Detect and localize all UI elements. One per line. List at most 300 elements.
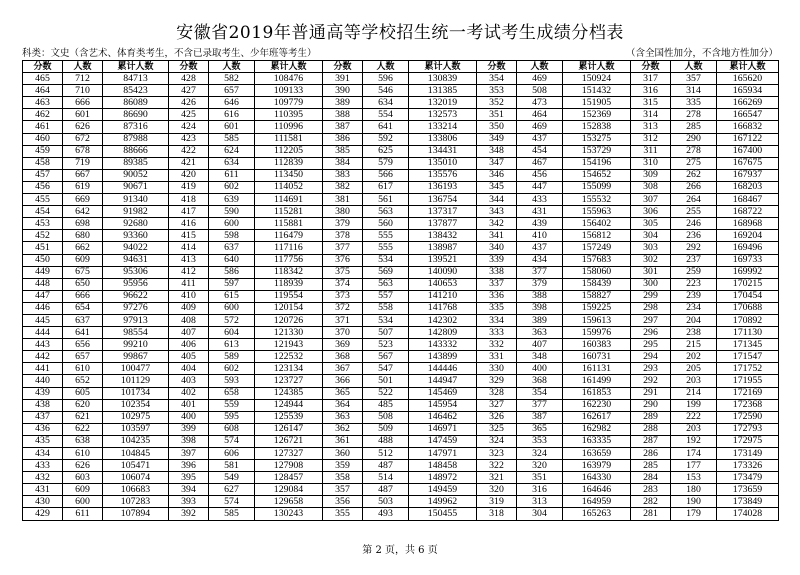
score-table: [22, 60, 779, 521]
table-cell: 99867: [103, 351, 169, 363]
table-cell: 354: [517, 387, 563, 399]
column-header: 分数: [23, 61, 63, 73]
table-cell: 143899: [409, 351, 477, 363]
table-cell: 147459: [409, 435, 477, 447]
table-row: [23, 133, 779, 145]
table-cell: 420: [169, 169, 209, 181]
table-cell: 150455: [409, 508, 477, 520]
table-cell: 296: [631, 327, 671, 339]
table-cell: 650: [63, 278, 103, 290]
table-cell: 447: [517, 181, 563, 193]
table-cell: 320: [477, 484, 517, 496]
table-cell: 424: [169, 121, 209, 133]
table-body: [23, 73, 779, 520]
table-cell: 561: [363, 194, 409, 206]
table-cell: 459: [23, 145, 63, 157]
table-cell: 654: [63, 302, 103, 314]
table-cell: 89385: [103, 157, 169, 169]
table-cell: 295: [631, 339, 671, 351]
table-cell: 87988: [103, 133, 169, 145]
table-cell: 142302: [409, 314, 477, 326]
table-cell: 170892: [717, 314, 779, 326]
table-cell: 440: [23, 375, 63, 387]
table-cell: 400: [169, 411, 209, 423]
table-cell: 439: [23, 387, 63, 399]
table-cell: 307: [631, 194, 671, 206]
table-cell: 397: [169, 448, 209, 460]
table-cell: 303: [631, 242, 671, 254]
table-cell: 114691: [255, 194, 323, 206]
table-cell: 621: [63, 411, 103, 423]
table-cell: 281: [631, 508, 671, 520]
table-cell: 294: [631, 351, 671, 363]
table-cell: 559: [209, 399, 255, 411]
table-cell: 97913: [103, 314, 169, 326]
table-cell: 264: [671, 194, 717, 206]
table-cell: 563: [363, 206, 409, 218]
table-cell: 203: [671, 423, 717, 435]
table-cell: 145469: [409, 387, 477, 399]
table-cell: 171547: [717, 351, 779, 363]
table-cell: 453: [23, 218, 63, 230]
table-cell: 574: [209, 496, 255, 508]
table-cell: 157249: [563, 242, 631, 254]
table-cell: 398: [169, 435, 209, 447]
table-cell: 155099: [563, 181, 631, 193]
table-cell: 306: [631, 206, 671, 218]
table-cell: 604: [209, 327, 255, 339]
table-cell: 461: [23, 121, 63, 133]
table-cell: 368: [323, 351, 363, 363]
table-cell: 137877: [409, 218, 477, 230]
table-row: [23, 169, 779, 181]
table-cell: 205: [671, 363, 717, 375]
table-cell: 156812: [563, 230, 631, 242]
table-cell: 173849: [717, 496, 779, 508]
table-cell: 153: [671, 472, 717, 484]
table-cell: 370: [323, 327, 363, 339]
table-cell: 214: [671, 387, 717, 399]
table-cell: 166269: [717, 97, 779, 109]
table-cell: 97276: [103, 302, 169, 314]
table-cell: 150924: [563, 73, 631, 85]
table-cell: 332: [477, 339, 517, 351]
table-cell: 132019: [409, 97, 477, 109]
table-cell: 136193: [409, 181, 477, 193]
table-row: [23, 339, 779, 351]
table-cell: 173149: [717, 448, 779, 460]
table-cell: 639: [209, 194, 255, 206]
table-cell: 104235: [103, 435, 169, 447]
table-cell: 431: [23, 484, 63, 496]
table-cell: 95306: [103, 266, 169, 278]
table-cell: 338: [477, 266, 517, 278]
table-cell: 158439: [563, 278, 631, 290]
table-cell: 456: [23, 181, 63, 193]
table-cell: 308: [631, 181, 671, 193]
table-cell: 167937: [717, 169, 779, 181]
table-cell: 616: [209, 109, 255, 121]
table-cell: 412: [169, 266, 209, 278]
table-cell: 436: [23, 423, 63, 435]
table-cell: 455: [23, 194, 63, 206]
table-cell: 457: [23, 169, 63, 181]
table-cell: 106683: [103, 484, 169, 496]
table-cell: 622: [63, 423, 103, 435]
table-cell: 390: [323, 85, 363, 97]
table-cell: 626: [63, 121, 103, 133]
table-cell: 123134: [255, 363, 323, 375]
table-cell: 387: [517, 411, 563, 423]
table-row: [23, 290, 779, 302]
table-cell: 625: [363, 145, 409, 157]
table-cell: 289: [631, 411, 671, 423]
table-cell: 168203: [717, 181, 779, 193]
table-cell: 359: [323, 460, 363, 472]
table-cell: 343: [477, 206, 517, 218]
table-cell: 469: [517, 121, 563, 133]
table-cell: 361: [323, 435, 363, 447]
table-cell: 135010: [409, 157, 477, 169]
table-cell: 448: [23, 278, 63, 290]
table-cell: 657: [63, 351, 103, 363]
table-cell: 566: [363, 169, 409, 181]
table-row: [23, 375, 779, 387]
table-cell: 601: [209, 121, 255, 133]
table-cell: 386: [323, 133, 363, 145]
table-cell: 366: [323, 375, 363, 387]
table-cell: 365: [517, 423, 563, 435]
table-cell: 377: [517, 399, 563, 411]
table-cell: 125539: [255, 411, 323, 423]
table-cell: 464: [23, 85, 63, 97]
table-cell: 449: [23, 266, 63, 278]
table-row: [23, 157, 779, 169]
table-cell: 463: [23, 97, 63, 109]
table-cell: 103597: [103, 423, 169, 435]
table-cell: 603: [63, 472, 103, 484]
table-cell: 298: [631, 302, 671, 314]
table-cell: 285: [631, 460, 671, 472]
table-cell: 507: [363, 327, 409, 339]
table-cell: 172793: [717, 423, 779, 435]
table-cell: 435: [23, 435, 63, 447]
table-cell: 442: [23, 351, 63, 363]
table-cell: 446: [23, 302, 63, 314]
table-cell: 567: [363, 351, 409, 363]
table-cell: 313: [517, 496, 563, 508]
table-cell: 154652: [563, 169, 631, 181]
table-row: [23, 363, 779, 375]
table-cell: 344: [477, 194, 517, 206]
table-cell: 602: [209, 363, 255, 375]
table-cell: 153275: [563, 133, 631, 145]
table-cell: 86690: [103, 109, 169, 121]
table-cell: 641: [63, 327, 103, 339]
table-cell: 487: [363, 484, 409, 496]
table-cell: 170454: [717, 290, 779, 302]
table-cell: 400: [517, 363, 563, 375]
table-cell: 365: [323, 387, 363, 399]
table-cell: 168467: [717, 194, 779, 206]
table-cell: 329: [477, 375, 517, 387]
table-cell: 139521: [409, 254, 477, 266]
table-cell: 423: [169, 133, 209, 145]
table-cell: 288: [631, 423, 671, 435]
table-cell: 131385: [409, 85, 477, 97]
column-header: 累计人数: [717, 61, 779, 73]
table-cell: 112205: [255, 145, 323, 157]
table-cell: 357: [323, 484, 363, 496]
column-header: 分数: [477, 61, 517, 73]
table-cell: 278: [671, 109, 717, 121]
table-cell: 145954: [409, 399, 477, 411]
table-cell: 429: [23, 508, 63, 520]
table-row: [23, 242, 779, 254]
table-cell: 120154: [255, 302, 323, 314]
table-cell: 374: [323, 278, 363, 290]
table-cell: 90671: [103, 181, 169, 193]
table-cell: 305: [631, 218, 671, 230]
table-cell: 401: [169, 399, 209, 411]
table-row: [23, 97, 779, 109]
table-cell: 590: [209, 206, 255, 218]
table-cell: 373: [323, 290, 363, 302]
table-cell: 407: [169, 327, 209, 339]
table-cell: 380: [323, 206, 363, 218]
table-cell: 163979: [563, 460, 631, 472]
table-cell: 377: [323, 242, 363, 254]
table-row: [23, 399, 779, 411]
table-cell: 162617: [563, 411, 631, 423]
table-cell: 421: [169, 157, 209, 169]
table-cell: 557: [363, 290, 409, 302]
table-cell: 130839: [409, 73, 477, 85]
table-cell: 357: [671, 73, 717, 85]
table-cell: 395: [169, 472, 209, 484]
table-cell: 363: [517, 327, 563, 339]
table-cell: 523: [363, 339, 409, 351]
table-cell: 465: [23, 73, 63, 85]
table-cell: 328: [477, 387, 517, 399]
column-header: 分数: [631, 61, 671, 73]
table-cell: 171130: [717, 327, 779, 339]
table-cell: 351: [477, 109, 517, 121]
table-cell: 512: [363, 448, 409, 460]
table-cell: 326: [477, 411, 517, 423]
table-cell: 120726: [255, 314, 323, 326]
table-cell: 114052: [255, 181, 323, 193]
table-cell: 368: [517, 375, 563, 387]
table-cell: 403: [169, 375, 209, 387]
table-cell: 170688: [717, 302, 779, 314]
table-cell: 462: [23, 109, 63, 121]
table-cell: 180: [671, 484, 717, 496]
table-cell: 428: [169, 73, 209, 85]
table-cell: 91982: [103, 206, 169, 218]
table-cell: 336: [477, 290, 517, 302]
table-cell: 192: [671, 435, 717, 447]
table-cell: 416: [169, 218, 209, 230]
table-cell: 165620: [717, 73, 779, 85]
table-cell: 585: [209, 508, 255, 520]
table-cell: 237: [671, 254, 717, 266]
table-cell: 147971: [409, 448, 477, 460]
table-cell: 161853: [563, 387, 631, 399]
table-cell: 549: [209, 472, 255, 484]
table-cell: 127327: [255, 448, 323, 460]
table-cell: 434: [23, 448, 63, 460]
table-cell: 444: [23, 327, 63, 339]
table-cell: 107283: [103, 496, 169, 508]
table-cell: 408: [169, 314, 209, 326]
table-cell: 84713: [103, 73, 169, 85]
table-cell: 680: [63, 230, 103, 242]
table-cell: 319: [477, 496, 517, 508]
table-cell: 626: [63, 460, 103, 472]
table-cell: 606: [209, 448, 255, 460]
table-cell: 166547: [717, 109, 779, 121]
table-cell: 364: [323, 399, 363, 411]
table-cell: 312: [631, 133, 671, 145]
table-cell: 291: [631, 387, 671, 399]
column-header: 累计人数: [409, 61, 477, 73]
table-cell: 439: [517, 218, 563, 230]
table-cell: 124385: [255, 387, 323, 399]
table-cell: 99210: [103, 339, 169, 351]
table-cell: 485: [363, 399, 409, 411]
table-cell: 222: [671, 411, 717, 423]
table-cell: 152838: [563, 121, 631, 133]
table-row: [23, 230, 779, 242]
table-cell: 349: [477, 133, 517, 145]
table-cell: 129658: [255, 496, 323, 508]
column-header: 人数: [363, 61, 409, 73]
table-cell: 169496: [717, 242, 779, 254]
table-cell: 372: [323, 302, 363, 314]
table-cell: 127908: [255, 460, 323, 472]
table-cell: 85423: [103, 85, 169, 97]
table-cell: 402: [169, 387, 209, 399]
table-cell: 427: [169, 85, 209, 97]
table-cell: 392: [169, 508, 209, 520]
table-cell: 154196: [563, 157, 631, 169]
table-cell: 314: [631, 109, 671, 121]
table-cell: 602: [209, 181, 255, 193]
table-row: [23, 387, 779, 399]
table-cell: 101734: [103, 387, 169, 399]
table-cell: 617: [363, 181, 409, 193]
table-cell: 353: [517, 435, 563, 447]
table-cell: 331: [477, 351, 517, 363]
table-cell: 464: [517, 109, 563, 121]
table-cell: 415: [169, 230, 209, 242]
table-cell: 354: [477, 73, 517, 85]
table-cell: 318: [477, 508, 517, 520]
table-cell: 376: [323, 254, 363, 266]
table-cell: 555: [363, 242, 409, 254]
table-cell: 555: [363, 230, 409, 242]
table-cell: 572: [209, 314, 255, 326]
table-cell: 610: [63, 363, 103, 375]
table-cell: 172975: [717, 435, 779, 447]
table-cell: 613: [209, 339, 255, 351]
table-cell: 404: [169, 363, 209, 375]
table-cell: 102975: [103, 411, 169, 423]
table-cell: 339: [477, 254, 517, 266]
table-cell: 167675: [717, 157, 779, 169]
table-cell: 611: [209, 169, 255, 181]
table-cell: 168968: [717, 218, 779, 230]
table-cell: 452: [23, 230, 63, 242]
table-cell: 172169: [717, 387, 779, 399]
table-row: [23, 472, 779, 484]
table-cell: 433: [517, 194, 563, 206]
table-cell: 394: [169, 484, 209, 496]
table-cell: 425: [169, 109, 209, 121]
table-cell: 451: [23, 242, 63, 254]
table-cell: 91340: [103, 194, 169, 206]
table-cell: 292: [671, 242, 717, 254]
table-cell: 638: [63, 435, 103, 447]
table-cell: 121943: [255, 339, 323, 351]
table-cell: 669: [63, 194, 103, 206]
table-row: [23, 314, 779, 326]
table-cell: 173479: [717, 472, 779, 484]
table-row: [23, 121, 779, 133]
table-cell: 389: [517, 314, 563, 326]
table-cell: 600: [63, 496, 103, 508]
table-cell: 384: [323, 157, 363, 169]
table-cell: 437: [517, 242, 563, 254]
table-cell: 493: [363, 508, 409, 520]
table-cell: 399: [169, 423, 209, 435]
table-cell: 167400: [717, 145, 779, 157]
table-cell: 109779: [255, 97, 323, 109]
table-cell: 450: [23, 254, 63, 266]
table-cell: 293: [631, 363, 671, 375]
table-cell: 106074: [103, 472, 169, 484]
table-cell: 458: [23, 157, 63, 169]
table-cell: 115281: [255, 206, 323, 218]
table-cell: 169992: [717, 266, 779, 278]
table-cell: 597: [209, 278, 255, 290]
table-row: [23, 302, 779, 314]
table-cell: 117116: [255, 242, 323, 254]
table-cell: 177: [671, 460, 717, 472]
table-cell: 430: [23, 496, 63, 508]
subject-note: 科类：文史（含艺术、体育类考生，不含已录取考生、少年班等考生）: [22, 48, 317, 59]
table-cell: 615: [209, 290, 255, 302]
column-header: 人数: [209, 61, 255, 73]
table-cell: 223: [671, 278, 717, 290]
table-cell: 593: [209, 375, 255, 387]
page-footer: 第 2 页，共 6 页: [362, 545, 438, 556]
table-cell: 90052: [103, 169, 169, 181]
table-cell: 162982: [563, 423, 631, 435]
table-cell: 586: [209, 266, 255, 278]
table-cell: 146462: [409, 411, 477, 423]
table-cell: 168722: [717, 206, 779, 218]
table-cell: 164330: [563, 472, 631, 484]
table-cell: 153729: [563, 145, 631, 157]
table-cell: 508: [363, 411, 409, 423]
table-cell: 609: [63, 254, 103, 266]
table-cell: 101129: [103, 375, 169, 387]
table-cell: 324: [517, 448, 563, 460]
table-cell: 345: [477, 181, 517, 193]
table-cell: 94631: [103, 254, 169, 266]
